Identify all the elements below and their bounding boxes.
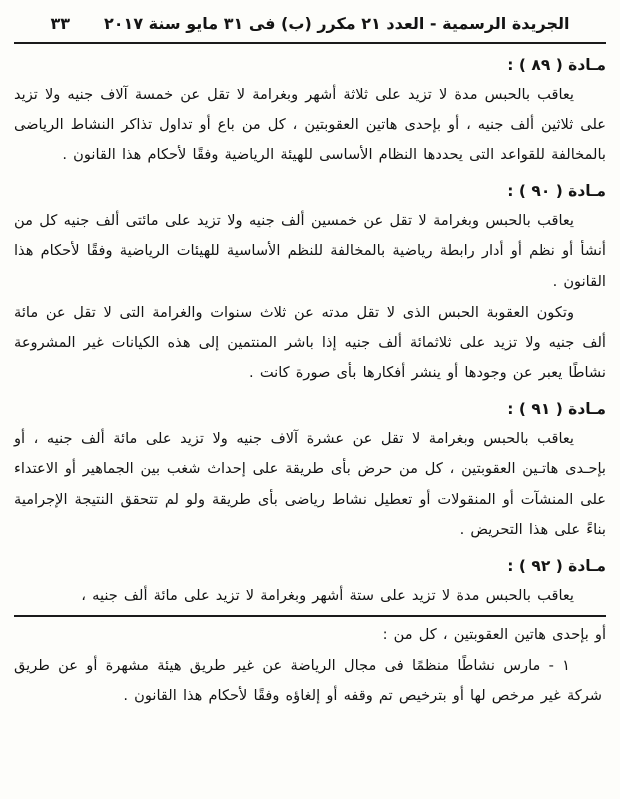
page-number: ٣٣ — [50, 14, 71, 33]
article-92-paragraph-1: يعاقب بالحبس مدة لا تزيد على ستة أشهر وبغرامة لا تزيد على مائة ألف جنيه ، — [81, 586, 574, 604]
article-92-heading: مـادة ( ٩٢ ) : — [507, 557, 606, 576]
article-91-paragraph-1: يعاقب بالحبس وبغرامة لا تقل عن عشرة آلاف جنيه ولا تزيد على مائة ألف جنيه ، أو بإحـدى هاتـين العقوبتين ، كل من حرض بأى طريقة على إحداث شغب بين الجماهير أو الاعتداء على المنشآت أو المنقولات أو تعطيل نشاط رياضى بأى طريقة ولو لم تتحقق النتيجة الإجرامية بناءً على هذا التحريض . — [14, 430, 606, 538]
article-90-paragraph-2: وتكون العقوبة الحبس الذى لا تقل مدته عن ثلاث سنوات والغرامة التى لا تقل عن مائة ألف جنيه ولا تزيد على ثلاثمائة ألف جنيه إذا باشر المنتمين إلى هذه الكيانات غير المشروعة نشاطًا يعبر عن وجودها أو ينشر أفكارها بأى صورة كانت . — [14, 303, 606, 382]
header-divider — [14, 42, 606, 44]
gazette-title: الجريدة الرسمية - العدد ٢١ مكرر (ب) فى ٣١ مايو سنة ٢٠١٧ — [104, 14, 570, 33]
article-91-heading: مـادة ( ٩١ ) : — [507, 400, 606, 419]
article-92 — [14, 554, 606, 712]
page-header — [14, 8, 606, 42]
article-89-paragraph-1: يعاقب بالحبس مدة لا تزيد على ثلاثة أشهر وبغرامة لا تقل عن خمسة آلاف جنيه ولا تزيد على ثلاثين ألف جنيه ، أو بإحدى هاتين العقوبتين ، كل من باع أو تداول تذاكر النشاط الرياضى بالمخالفة للقواعد التى يحددها النظام الأساسى للهيئة الرياضية وفقًا لأحكام هذا القانون . — [14, 85, 606, 164]
article-89 — [14, 53, 606, 170]
separator-line — [14, 615, 606, 617]
article-90-heading: مـادة ( ٩٠ ) : — [507, 182, 606, 201]
article-92-clause-1: ١ - مارس نشاطًا منظمًا فى مجال الرياضة عن غير طريق هيئة مشهرة أو عن طريق شركة غير مرخص لها أو بترخيص تم وقفه أو إلغاؤه وفقًا لأحكام هذا القانون . — [14, 657, 602, 705]
article-92-continuation: أو بإحدى هاتين العقوبتين ، كل من : — [382, 626, 606, 644]
article-90 — [14, 179, 606, 388]
article-89-heading: مـادة ( ٨٩ ) : — [507, 56, 606, 74]
article-90-paragraph-1: يعاقب بالحبس وبغرامة لا تقل عن خمسين ألف جنيه ولا تزيد على مائتى ألف جنيه كل من أنشأ أو نظم أو أدار رابطة رياضية بالمخالفة للنظم الأساسية للهيئات الرياضية وفقًا لأحكام هذا القانون . — [14, 212, 606, 290]
article-91 — [14, 397, 606, 545]
